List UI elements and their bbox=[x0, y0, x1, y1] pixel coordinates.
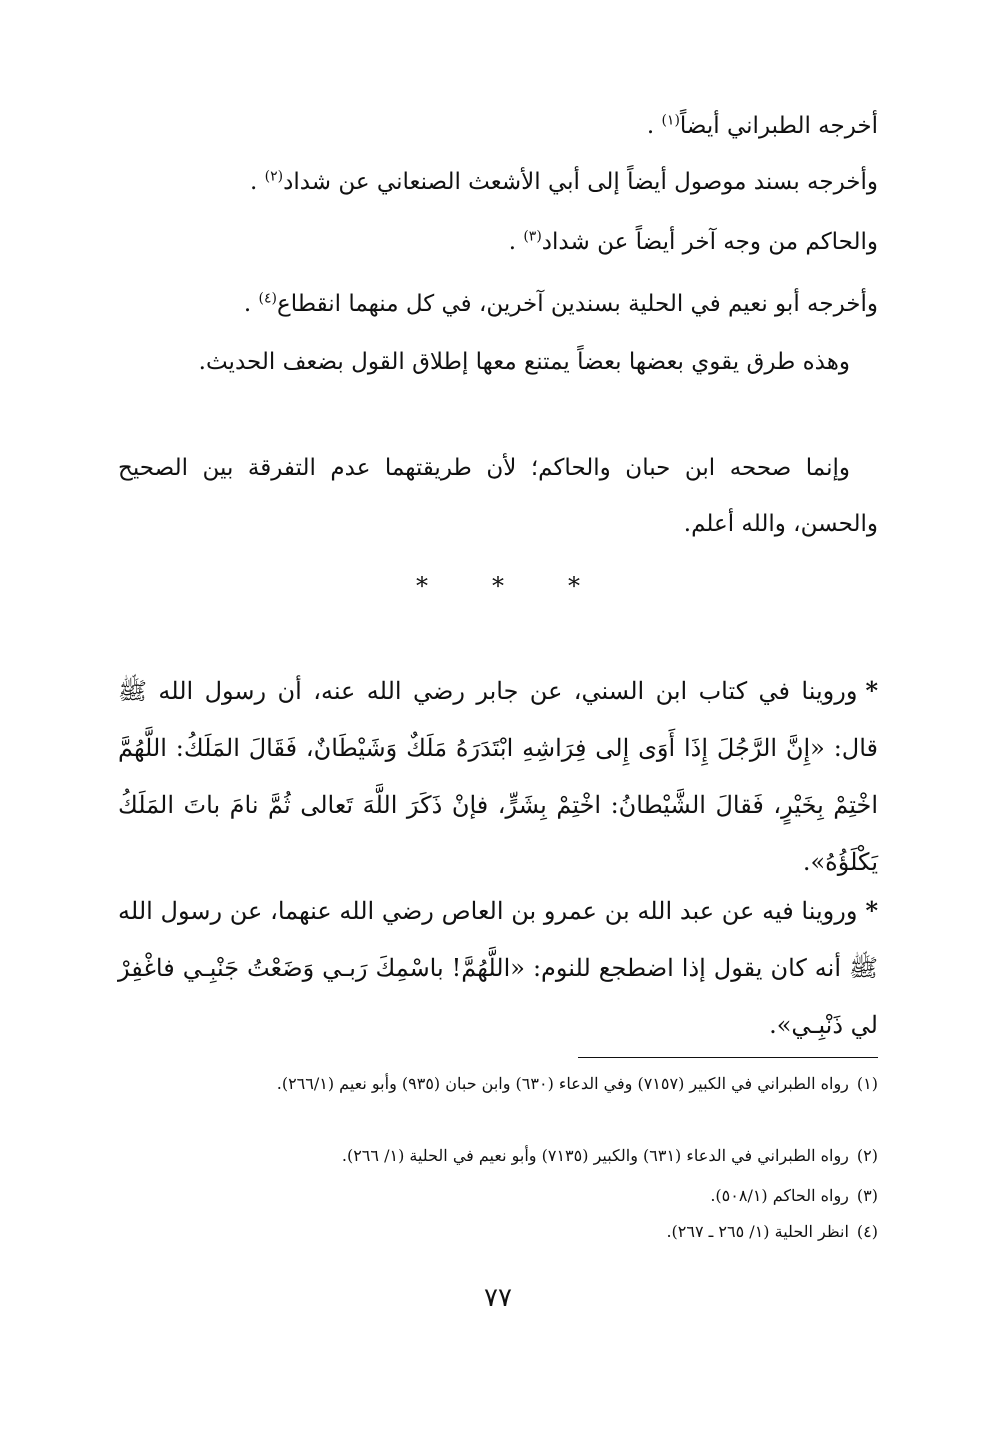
footnote-marker: (١) bbox=[661, 112, 680, 129]
hadith-section bbox=[118, 882, 878, 1054]
paragraph-text: والحاكم من وجه آخر أيضاً عن شداد bbox=[541, 229, 878, 255]
paragraph-text: وأخرجه أبو نعيم في الحلية بسندين آخرين، في كل منهما انقطاع bbox=[277, 291, 878, 317]
separator-star: * bbox=[416, 572, 428, 600]
footnote bbox=[118, 1180, 878, 1212]
paragraph bbox=[118, 276, 878, 332]
footnote-text: رواه الطبراني في الكبير (٧١٥٧) وفي الدعاء (٦٣٠) وابن حبان (٩٣٥) وأبو نعيم (٢٦٦/١). bbox=[276, 1074, 849, 1093]
paragraph bbox=[118, 334, 878, 390]
footnote bbox=[118, 1216, 878, 1248]
paragraph bbox=[118, 154, 878, 210]
paragraph-end: . bbox=[243, 291, 259, 317]
paragraph bbox=[118, 440, 878, 552]
paragraph bbox=[118, 214, 878, 270]
page-number: ٧٧ bbox=[484, 1283, 512, 1313]
footnote-marker: (٤) bbox=[258, 290, 278, 307]
footnote-marker: (٣) bbox=[523, 228, 542, 245]
footnote-marker: (٢) bbox=[264, 168, 284, 185]
hadith-section bbox=[118, 662, 878, 891]
paragraph-text: أخرجه الطبراني أيضاً bbox=[679, 113, 878, 139]
separator-star: * bbox=[492, 572, 504, 600]
hadith-text: وروينا فيه عن عبد الله بن عمرو بن العاص رضي الله عنهما، عن رسول الله ﷺ أنه كان يقول إذا اضطجع للنوم: «اللَّهُمَّ! باسْمِكَ رَبـي وَضَعْتُ جَنْبِـي فاغْفِرْ لي ذَنْبِـي». bbox=[118, 897, 878, 1039]
footnote-number: (٤) bbox=[856, 1222, 878, 1241]
bullet-marker: * bbox=[865, 896, 878, 925]
footnote bbox=[118, 1140, 878, 1172]
separator-star: * bbox=[568, 572, 580, 600]
footnote-number: (١) bbox=[856, 1074, 878, 1093]
section-separator bbox=[118, 566, 878, 606]
paragraph-end: . bbox=[508, 229, 524, 255]
hadith-text: وروينا في كتاب ابن السني، عن جابر رضي الله عنه، أن رسول الله ﷺ قال: «إِنَّ الرَّجُلَ إِذَا أَوَى إِلى فِرَاشِهِ ابْتَدَرَهُ مَلَكٌ وَشَيْطَانٌ، فَقَالَ المَلَكُ: اللَّهُمَّ اخْتِمْ بِخَيْرٍ، فَقالَ الشَّيْطانُ: اخْتِمْ بِشَرٍّ، فإنْ ذَكَرَ اللَّهَ تَعالى ثُمَّ نامَ باتَ المَلَكُ يَكْلَؤُهُ». bbox=[118, 677, 878, 876]
footnote-divider bbox=[578, 1057, 878, 1058]
book-page bbox=[118, 0, 878, 1430]
paragraph-text: وأخرجه بسند موصول أيضاً إلى أبي الأشعث الصنعاني عن شداد bbox=[283, 169, 878, 195]
footnote-text: رواه الحاكم (٥٠٨/١). bbox=[710, 1186, 849, 1205]
paragraph-end: . bbox=[646, 113, 662, 139]
footnote-number: (٢) bbox=[856, 1146, 878, 1165]
paragraph bbox=[118, 98, 878, 154]
paragraph-text: وإنما صححه ابن حبان والحاكم؛ لأن طريقتهما عدم التفرقة بين الصحيح والحسن، والله أعلم. bbox=[118, 455, 878, 537]
bullet-marker: * bbox=[865, 676, 878, 705]
footnote-text: رواه الطبراني في الدعاء (٦٣١) والكبير (٧١٣٥) وأبو نعيم في الحلية (١/ ٢٦٦). bbox=[341, 1146, 849, 1165]
paragraph-end: . bbox=[249, 169, 265, 195]
footnote-number: (٣) bbox=[856, 1186, 878, 1205]
paragraph-text: وهذه طرق يقوي بعضها بعضاً يمتنع معها إطلاق القول بضعف الحديث. bbox=[198, 349, 850, 375]
footnote-text: انظر الحلية (١/ ٢٦٥ ـ ٢٦٧). bbox=[666, 1222, 849, 1241]
footnote bbox=[118, 1068, 878, 1100]
